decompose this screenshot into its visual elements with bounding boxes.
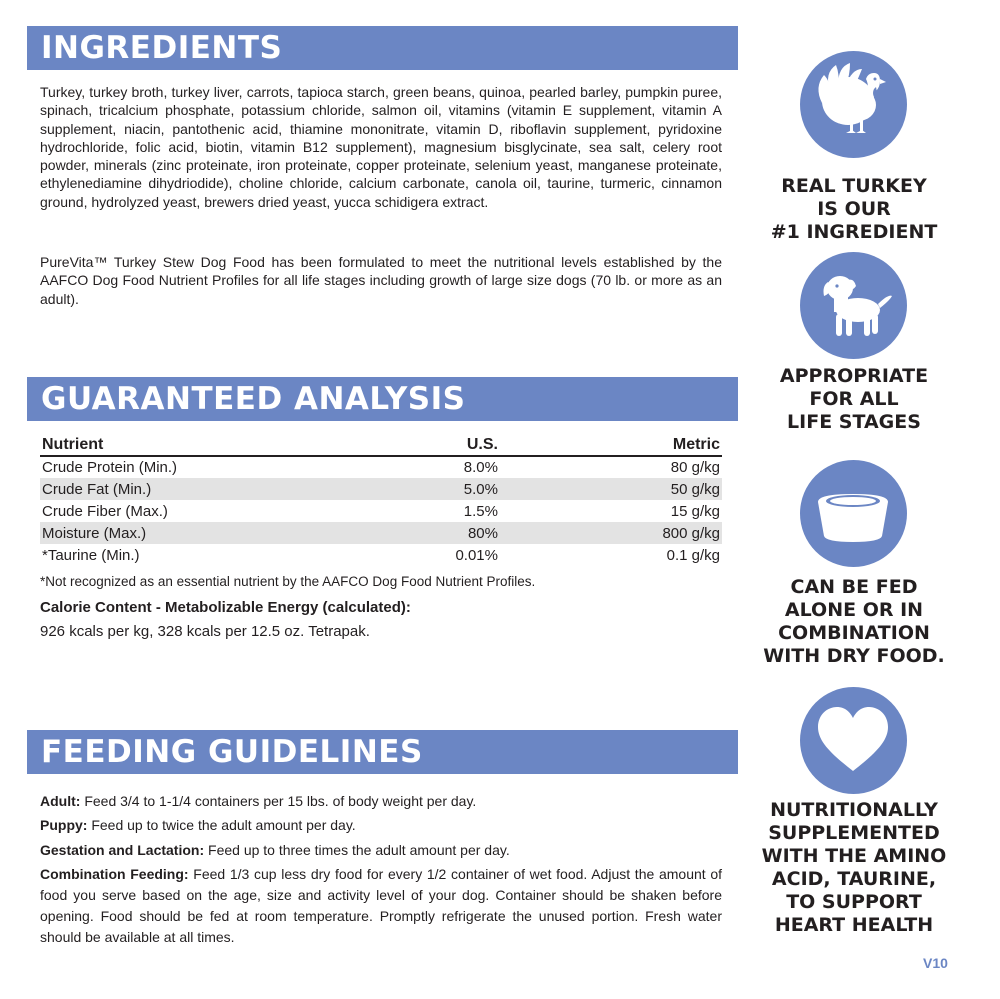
claim-can-be-fed [745,576,963,668]
column-header-us: U.S. [340,434,500,456]
calorie-content-heading: Calorie Content - Metabolizable Energy (calculated): [40,599,411,616]
claim-line: SUPPLEMENTED [768,822,940,844]
feeding-item-combination [40,864,722,947]
claim-line: COMBINATION [778,622,930,644]
analysis-banner [27,377,738,421]
feeding-text: Feed 1/3 cup less dry food for every 1/2 container of wet food. Adjust the amount of food you serve based on the age, size and activity level of your dog. Container should be shaken before opening. Food should be fed at room temperature. Promptly refrigerate the unused portion. Fresh water should be available at all times. [40,866,723,945]
table-header-row [40,434,722,456]
feeding-item-puppy [40,815,722,836]
metric-value-cell: 15 g/kg [670,502,720,520]
nutrient-cell: Crude Protein (Min.) [42,459,178,476]
us-value-cell: 1.5% [463,502,498,520]
ingredients-banner [27,26,738,70]
claim-line: ACID, TAURINE, [771,868,937,890]
analysis-footnote: *Not recognized as an essential nutrient by the AAFCO Dog Food Nutrient Profiles. [40,574,536,589]
us-value-cell: 80% [340,522,500,544]
turkey-icon [800,51,907,158]
claim-line: REAL TURKEY [781,175,927,197]
table-row [40,478,722,500]
us-value-cell: 8.0% [463,459,498,476]
feeding-label: Adult: [40,793,81,809]
nutrient-cell: Moisture (Max.) [40,522,340,544]
ingredients-heading: INGREDIENTS [41,30,283,66]
claim-line: WITH DRY FOOD. [763,645,945,667]
guaranteed-analysis-table [40,434,722,566]
us-value-cell: 0.01% [455,546,498,564]
version-label: V10 [923,955,948,971]
feeding-label: Puppy: [40,817,88,834]
feeding-label: Gestation and Lactation: [40,841,205,858]
feeding-text: Feed up to twice the adult amount per day. [87,817,356,834]
bowl-icon [800,460,907,567]
feeding-guidelines [40,791,722,951]
claim-line: FOR ALL [809,388,899,410]
table-row [40,522,722,544]
feeding-item-gestation [40,840,722,861]
aafco-statement: PureVita™ Turkey Stew Dog Food has been formulated to meet the nutritional levels established by the AAFCO Dog Food Nutrient Profiles for all life stages including growth of large size dogs (70 lb. or more as an adult). [40,254,722,307]
claim-life-stages [745,365,963,434]
us-value-cell: 5.0% [340,478,500,500]
nutrient-cell: Crude Fiber (Max.) [42,502,168,520]
table-row [40,500,722,522]
puppy-icon [800,252,907,359]
analysis-heading: GUARANTEED ANALYSIS [41,381,466,417]
metric-value-cell: 80 g/kg [670,459,720,476]
claim-line: WITH THE AMINO [761,845,947,867]
table-row [40,456,722,478]
heart-icon [800,687,907,794]
claim-line: ALONE OR IN [784,599,924,621]
claim-line: NUTRITIONALLY [770,799,938,821]
claim-line: CAN BE FED [790,576,918,598]
claim-line: #1 INGREDIENT [770,221,938,243]
nutrient-cell: Crude Fat (Min.) [40,478,340,500]
feeding-banner [27,730,738,774]
calorie-content-value: 926 kcals per kg, 328 kcals per 12.5 oz. Tetrapak. [40,623,370,640]
claim-line: TO SUPPORT [786,891,922,913]
feeding-heading: FEEDING GUIDELINES [41,734,423,770]
claim-taurine [745,799,963,937]
claim-line: IS OUR [817,198,891,220]
column-header-nutrient: Nutrient [40,434,340,456]
feeding-text: Feed 3/4 to 1-1/4 containers per 15 lbs. of body weight per day. [80,793,477,809]
column-header-metric: Metric [500,434,722,456]
table-row [40,544,722,566]
claim-line: APPROPRIATE [779,365,929,387]
metric-value-cell: 800 g/kg [500,522,722,544]
feeding-label: Combination Feeding: [40,866,189,883]
metric-value-cell: 50 g/kg [500,478,722,500]
feeding-text: Feed up to three times the adult amount per day. [204,841,510,858]
claim-real-turkey [745,175,963,244]
nutrient-cell: *Taurine (Min.) [42,546,140,564]
metric-value-cell: 0.1 g/kg [666,546,720,564]
feeding-item-adult [40,791,722,812]
claim-line: HEART HEALTH [774,914,934,936]
claim-line: LIFE STAGES [787,411,921,433]
ingredients-list: Turkey, turkey broth, turkey liver, carrots, tapioca starch, green beans, quinoa, pearled barley, pumpkin puree, spinach, tricalcium phosphate, potassium chloride, salmon oil, vitamins (vitamin E supplement, vitamin A supplement, niacin, pantothenic acid, thiamine mononitrate, vitamin D, riboflavin supplement, pyridoxine hydrochloride, folic acid, biotin, vitamin B12 supplement), magnesium bisglycinate, sea salt, celery root powder, minerals (zinc proteinate, iron proteinate, copper proteinate, selenium yeast, manganese proteinate, ethylenediamine dihydriodide), choline chloride, calcium carbonate, canola oil, taurine, turmeric, cinnamon ground, hydrolyzed yeast, brewers dried yeast, yucca schidigera extract. [40,84,722,210]
